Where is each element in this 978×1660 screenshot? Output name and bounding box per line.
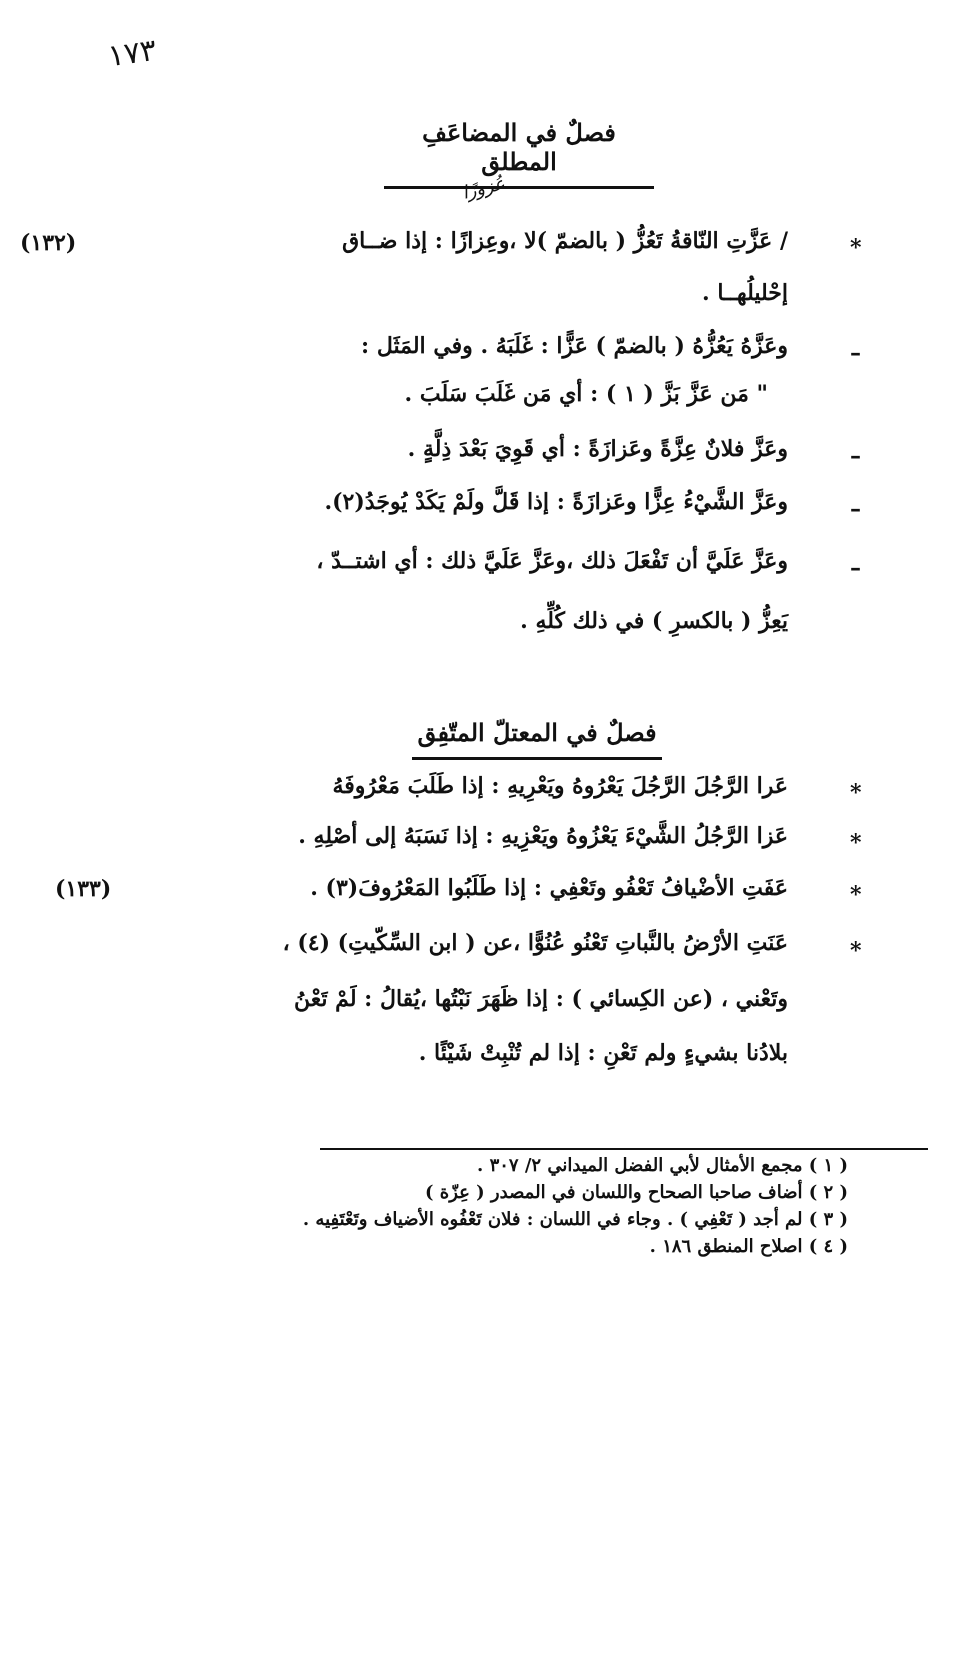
text-line: وعَزَّ عَلَيَّ أن تَفْعَلَ ذلك ،وعَزَّ عَلَيَّ ذلك : أي اشتــدّ ، <box>316 548 788 574</box>
section-heading-mutall: فصلٌ في المعتلّ المتّفِق <box>412 718 662 760</box>
text-line: عَنَتِ الأرْضُ بالنَّباتِ تَعْنُو عُنُوًّا ،عن ( ابن السِّكّيتِ) (٤) ، <box>282 930 788 956</box>
subentry-dash: – <box>850 340 861 366</box>
footnote-divider <box>320 1148 928 1150</box>
entry-marker: * <box>850 882 862 908</box>
entry-marker: * <box>850 235 862 261</box>
footnote-4: ( ٤ ) اصلاح المنطق ١٨٦ . <box>649 1236 848 1257</box>
entry-reference-133: (١٣٣) <box>55 876 112 902</box>
text-line: وعَزَّ الشَّيْءُ عِزًّا وعَزازَةً : إذا قَلَّ ولَمْ يَكَدْ يُوجَدُ(٢). <box>324 489 788 515</box>
entry-reference-132: (١٣٢) <box>20 230 77 256</box>
text-line: عَرا الرَّجُلَ الرَّجُلَ يَعْرُوهُ ويَعْرِيهِ : إذا طَلَبَ مَعْرُوفَهُ <box>332 773 788 799</box>
footnote-2: ( ٢ ) أضاف صاحبا الصحاح واللسان في المصدر ( عِزّة ) <box>425 1182 848 1203</box>
entry-marker: * <box>850 780 862 806</box>
text-line: عَزا الرَّجُلُ الشَّيْءَ يَعْزُوهُ ويَعْزِيهِ : إذا نَسَبَهُ إلى أصْلِهِ . <box>298 823 788 849</box>
entry-marker: * <box>850 938 862 964</box>
subentry-dash: – <box>850 555 861 581</box>
text-line: عَفَتِ الأضْيافُ تَعْفُو وتَعْفِي : إذا طَلَبُوا المَعْرُوفَ(٣) . <box>310 875 788 901</box>
entry-marker: * <box>850 830 862 856</box>
subentry-dash: – <box>850 496 861 522</box>
footnote-1: ( ١ ) مجمع الأمثال لأبي الفضل الميداني ٢/ ٣٠٧ . <box>477 1155 848 1176</box>
subentry-dash: – <box>850 443 861 469</box>
handwritten-margin-note: عُزوزًا <box>460 173 507 204</box>
text-line: " مَن عَزَّ بَزَّ ( ١ ) : أي مَن غَلَبَ سَلَبَ . <box>404 381 768 407</box>
text-line: وعَزَّهُ يَعُزُّهُ ( بالضمّ ) عَزًّا : غَلَبَهُ . وفي المَثَل : <box>361 333 788 359</box>
text-line: إحْليلُهــا . <box>702 280 788 306</box>
text-line: / عَزَّتِ النّاقةُ تَعُزُّ ( بالضمّ )لا ،وعِزازًا : إذا ضــاق <box>342 228 788 254</box>
text-line: يَعِزُّ ( بالكسرِ ) في ذلك كُلِّهِ . <box>520 608 788 634</box>
page-number: ١٧٣ <box>105 32 159 75</box>
footnote-3: ( ٣ ) لم أجد ( تَعْفِي ) . وجاء في اللسان : فلان تَعْفُوه الأضياف وتَعْتَفِيه . <box>302 1209 848 1230</box>
text-line: وتَعْني ، (عن الكِسائي ) : إذا ظَهَرَ نَبْتُها ،يُقالُ : لَمْ تَعْنُ <box>294 986 788 1012</box>
text-line: وعَزَّ فلانٌ عِزَّةً وعَزازَةً : أي قَوِيَ بَعْدَ ذِلَّةٍ . <box>407 436 788 462</box>
section-heading-mudaaf: فصلٌ في المضاعَفِ المطلق <box>384 118 654 189</box>
text-line: بلادُنا بشيءٍ ولم تَعْنِ : إذا لم تُنْبِتْ شَيْئًا . <box>418 1040 788 1066</box>
